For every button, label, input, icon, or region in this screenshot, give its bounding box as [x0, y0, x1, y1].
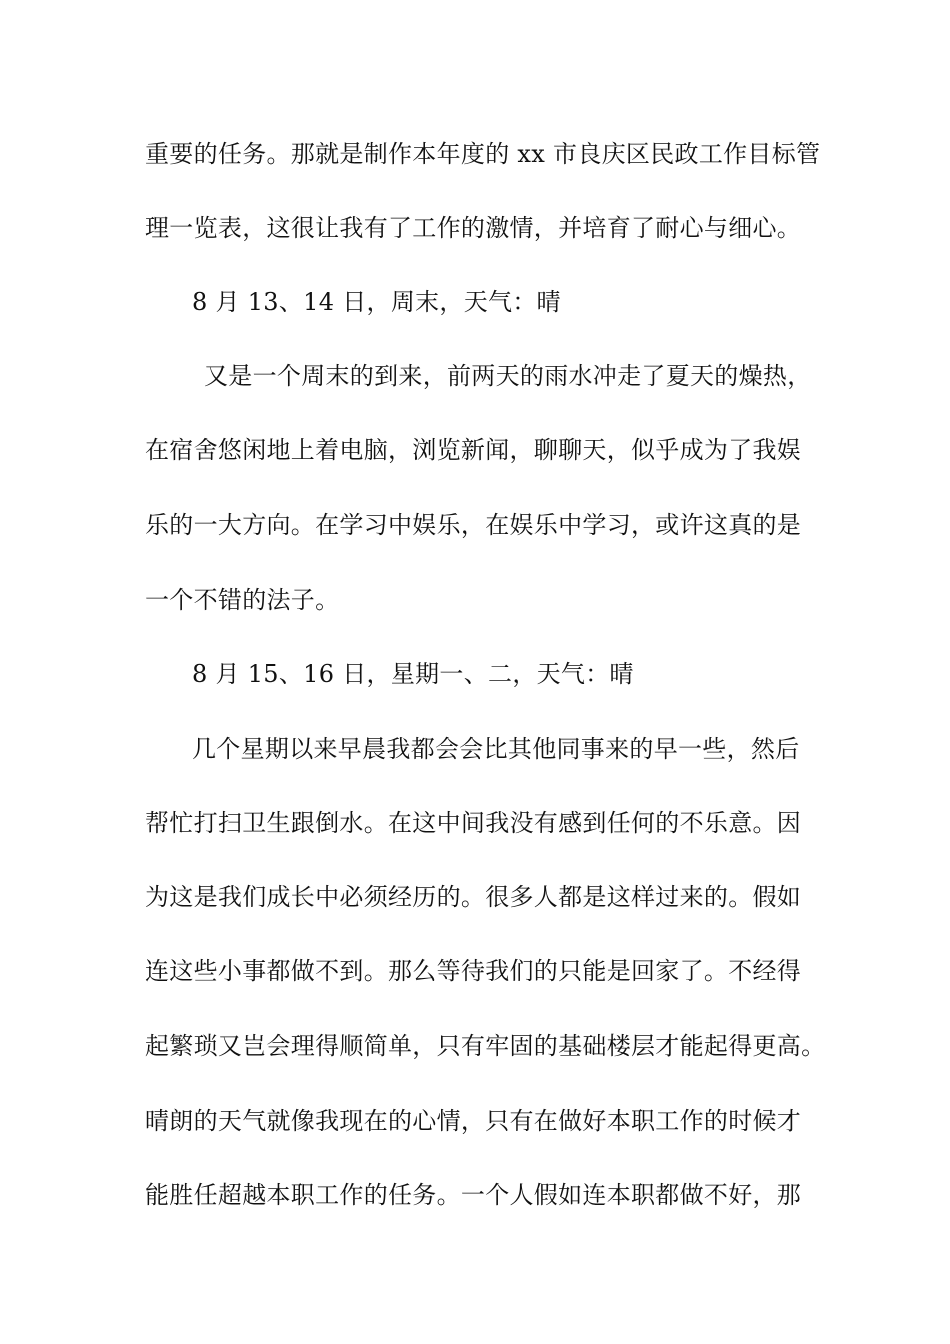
paragraph-line: 几个星期以来早晨我都会会比其他同事来的早一些，然后	[192, 735, 800, 763]
paragraph-line: 又是一个周末的到来，前两天的雨水冲走了夏天的燥热，	[204, 362, 812, 390]
paragraph-line: 帮忙打扫卫生跟倒水。在这中间我没有感到任何的不乐意。因	[145, 809, 802, 837]
paragraph-line: 理一览表，这很让我有了工作的激情，并培育了耐心与细心。	[145, 214, 802, 242]
date-heading: 8 月 15、16 日，星期一、二，天气：晴	[192, 660, 634, 688]
paragraph-line: 起繁琐又岂会理得顺简单，只有牢固的基础楼层才能起得更高。	[145, 1032, 826, 1060]
paragraph-line: 乐的一大方向。在学习中娱乐，在娱乐中学习，或许这真的是	[145, 511, 802, 539]
paragraph-line: 连这些小事都做不到。那么等待我们的只能是回家了。不经得	[145, 957, 802, 985]
paragraph-line: 能胜任超越本职工作的任务。一个人假如连本职都做不好，那	[145, 1181, 802, 1209]
date-heading: 8 月 13、14 日，周末，天气：晴	[192, 288, 561, 316]
paragraph-line: 为这是我们成长中必须经历的。很多人都是这样过来的。假如	[145, 883, 802, 911]
paragraph-line: 一个不错的法子。	[145, 586, 340, 614]
paragraph-line: 在宿舍悠闲地上着电脑，浏览新闻，聊聊天，似乎成为了我娱	[145, 436, 802, 464]
paragraph-line: 重要的任务。那就是制作本年度的 xx 市良庆区民政工作目标管	[145, 140, 821, 168]
paragraph-line: 晴朗的天气就像我现在的心情，只有在做好本职工作的时候才	[145, 1107, 802, 1135]
